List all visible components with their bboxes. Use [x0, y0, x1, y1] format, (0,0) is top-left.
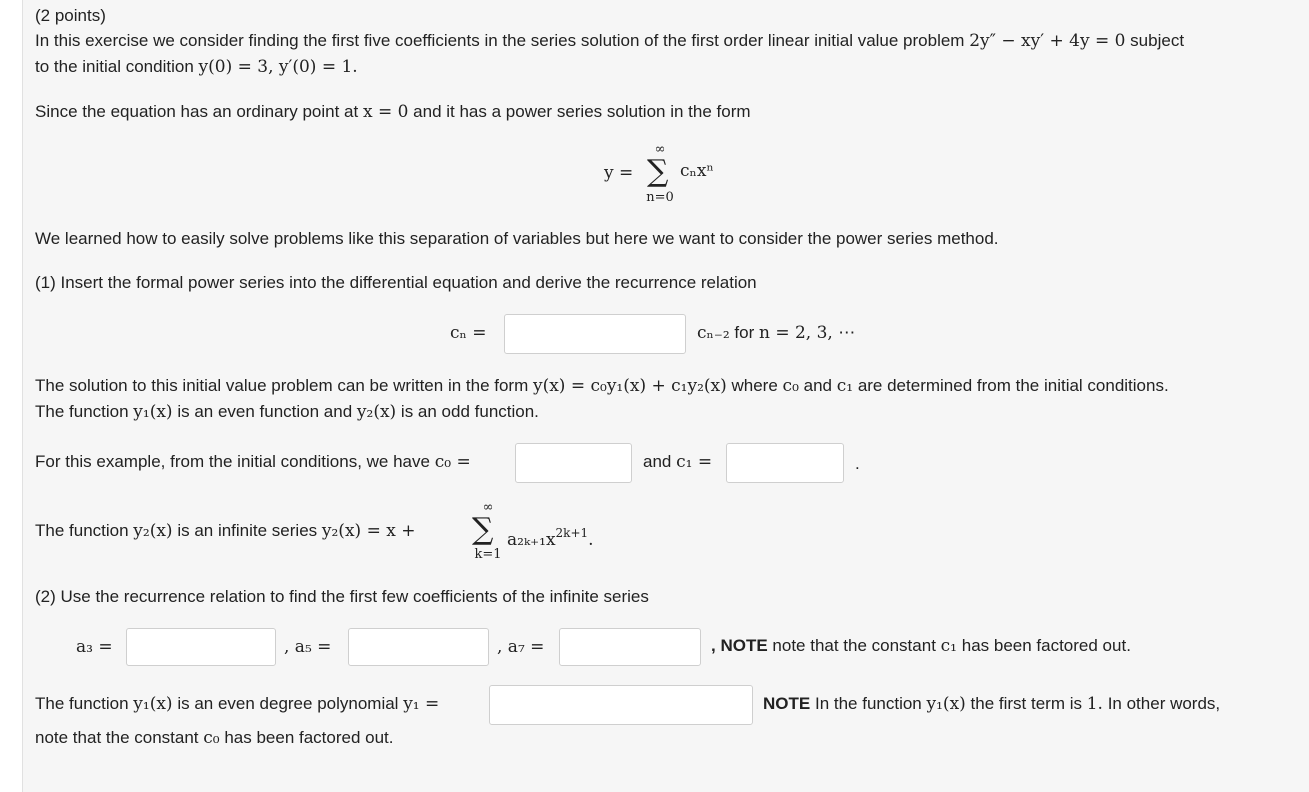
a7-label: , a₇ =	[497, 637, 545, 657]
points-label: (2 points)	[35, 6, 106, 25]
cn-label: cₙ =	[450, 323, 487, 343]
a3-label: a₃ =	[76, 637, 113, 657]
y1-polynomial-input[interactable]	[489, 685, 753, 725]
sigma-symbol-y2: ∑	[472, 512, 494, 547]
sigma-symbol: ∑	[647, 154, 669, 189]
ordinary-point-text: Since the equation has an ordinary point at x = 0 and it has a power series solution in the form	[35, 102, 751, 122]
y1-note: NOTE In the function y₁(x) the first term is 1. In other words,	[763, 694, 1221, 714]
c1-period: .	[855, 454, 860, 473]
initial-conditions-text: For this example, from the initial conditions, we have c₀ =	[35, 452, 471, 472]
a5-label: , a₅ =	[284, 637, 332, 657]
part2-instructions: (2) Use the recurrence relation to find the first few coefficients of the infinite series	[35, 587, 649, 606]
intro-line-2: to the initial condition y(0) = 3, y′(0) = 1.	[35, 57, 358, 77]
intro-line-1: In this exercise we consider finding the first five coefficients in the series solution of the first order linear initial value problem 2y″ − xy′ + 4y = 0 subject	[35, 31, 1185, 51]
solution-line-1: The solution to this initial value problem can be written in the form y(x) = c₀y₁(x) + c₁y₂(x) where c₀ and c₁ are determined from the initial conditions.	[35, 376, 1169, 396]
y1-note-line-2: note that the constant c₀ has been factored out.	[35, 728, 394, 748]
a5-input[interactable]	[348, 628, 489, 666]
separation-text: We learned how to easily solve problems like this separation of variables but here we want to consider the power series method.	[35, 229, 999, 248]
ode-equation: 2y″ − xy′ + 4y = 0	[969, 31, 1126, 51]
a7-input[interactable]	[559, 628, 701, 666]
y2-series-text: The function y₂(x) is an infinite series y₂(x) = x +	[35, 521, 416, 541]
part1-instructions: (1) Insert the formal power series into the differential equation and derive the recurrence relation	[35, 273, 757, 292]
y1-poly-text: The function y₁(x) is an even degree polynomial y₁ =	[35, 694, 440, 714]
solution-line-2: The function y₁(x) is an even function and y₂(x) is an odd function.	[35, 402, 539, 422]
c0-input[interactable]	[515, 443, 632, 483]
recurrence-coefficient-input[interactable]	[504, 314, 686, 354]
recurrence-tail: cₙ₋₂ for n = 2, 3, ⋯	[697, 323, 856, 343]
initial-conditions: y(0) = 3, y′(0) = 1.	[198, 57, 358, 77]
c1-label: and c₁ =	[643, 452, 713, 472]
a3-input[interactable]	[126, 628, 276, 666]
part2-note: , NOTE note that the constant c₁ has been factored out.	[711, 636, 1131, 656]
c1-input[interactable]	[726, 443, 844, 483]
